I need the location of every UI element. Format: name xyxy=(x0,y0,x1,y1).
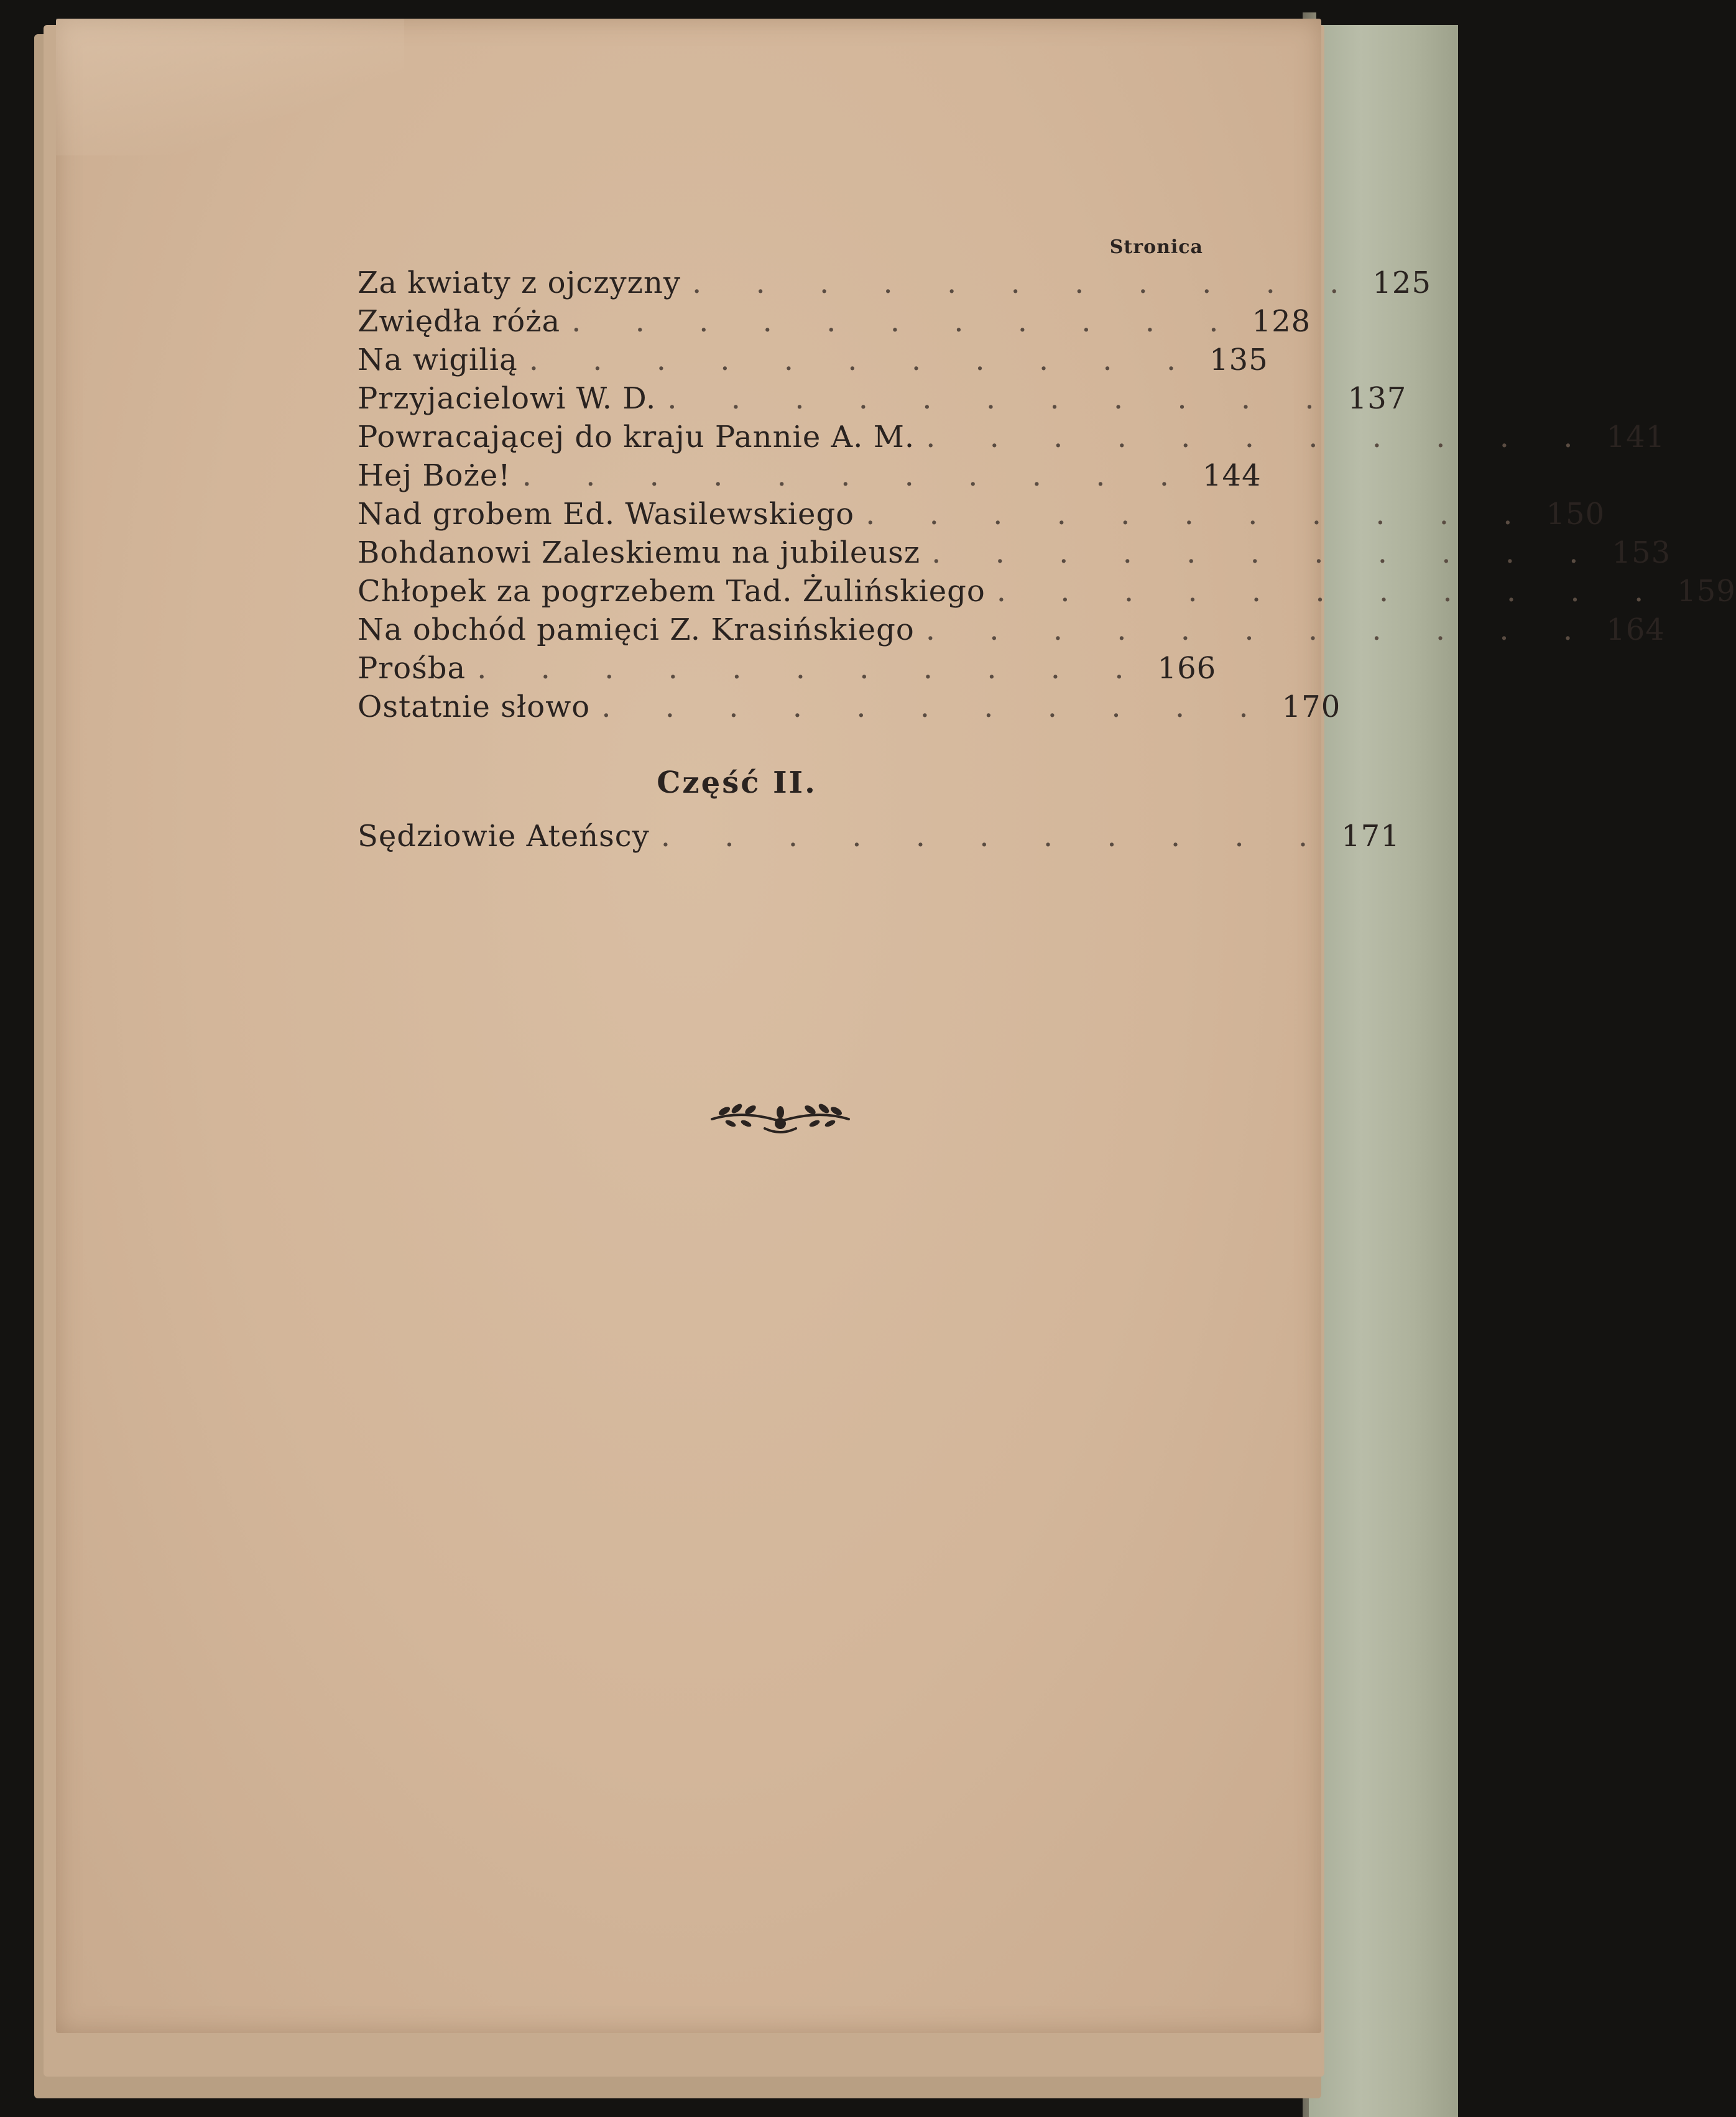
toc-entry xyxy=(358,458,1262,497)
toc-entry xyxy=(358,612,1665,651)
toc-entry xyxy=(358,819,1400,857)
toc-entry xyxy=(358,690,1341,728)
toc-entry xyxy=(358,381,1407,420)
toc-entry-page: 128 xyxy=(1252,304,1311,339)
toc-entry-page: 170 xyxy=(1281,690,1341,724)
toc-entry-page: 153 xyxy=(1612,535,1671,570)
toc-entry-page: 166 xyxy=(1157,651,1217,686)
toc-entry-page: 171 xyxy=(1341,819,1400,854)
toc-entry xyxy=(358,651,1216,690)
toc-entry-page: 125 xyxy=(1372,265,1432,300)
toc-entry-page: 137 xyxy=(1347,381,1407,416)
toc-entry-title: Nad grobem Ed. Wasilewskiego xyxy=(358,497,855,532)
leader-dots: . . . . . . . . . . . xyxy=(931,535,1601,570)
leader-dots: . . . . . . . . . . . xyxy=(667,381,1337,416)
toc-entry-title: Przyjacielowi W. D. xyxy=(358,381,657,416)
book-cover-board xyxy=(1309,25,1458,2117)
toc-entry-page: 159 xyxy=(1677,574,1736,609)
leader-dots: . . . . . . . . . . . xyxy=(691,265,1362,300)
toc-entry-title: Chłopek za pogrzebem Tad. Żulińskiego xyxy=(358,574,986,609)
leader-dots: . . . . . . . . . . . xyxy=(529,343,1199,377)
toc-entry-title: Ostatnie słowo xyxy=(358,690,591,724)
toc-entry-title: Prośba xyxy=(358,651,466,686)
toc-entry xyxy=(358,535,1671,574)
toc-entry xyxy=(358,265,1432,304)
table-of-contents xyxy=(358,236,1736,857)
leader-dots: . . . . . . . . . . . xyxy=(477,651,1147,686)
toc-entry-page: 150 xyxy=(1546,497,1605,532)
toc-entry-page: 135 xyxy=(1209,343,1268,377)
toc-entry-title: Na obchód pamięci Z. Krasińskiego xyxy=(358,612,915,647)
leader-dots: . . . . . . . . . . . xyxy=(926,420,1595,454)
toc-entry-page: 164 xyxy=(1606,612,1665,647)
toc-entry xyxy=(358,304,1311,343)
leader-dots: . . . . . . . . . . . xyxy=(866,497,1535,532)
toc-entry-page: 144 xyxy=(1202,458,1262,493)
leader-dots: . . . . . . . . . . . xyxy=(522,458,1191,493)
leader-dots: . . . . . . . . . . . xyxy=(925,612,1595,647)
leader-dots: . . . . . . . . . . . xyxy=(601,690,1271,724)
toc-entry-page: 141 xyxy=(1606,420,1666,454)
page-column-header: Stronica xyxy=(1109,236,1203,258)
toc-entry-title: Za kwiaty z ojczyzny xyxy=(358,265,681,300)
floral-ornament-icon xyxy=(706,1091,855,1141)
toc-entry xyxy=(358,497,1605,535)
leader-dots: . . . . . . . . . . . xyxy=(571,304,1241,339)
leader-dots: . . . . . . . . . . . xyxy=(660,819,1331,854)
toc-entry xyxy=(358,343,1268,381)
toc-entry xyxy=(358,574,1736,612)
toc-entry-title: Sędziowie Ateńscy xyxy=(358,819,650,854)
toc-entry-title: Bohdanowi Zaleskiemu na jubileusz xyxy=(358,535,921,570)
toc-entry-title: Zwiędła róża xyxy=(358,304,561,339)
leader-dots: . . . . . . . . . . . xyxy=(996,574,1666,609)
toc-entry-title: Powracającej do kraju Pannie A. M. xyxy=(358,420,915,454)
toc-entry xyxy=(358,420,1666,458)
toc-entry-title: Hej Boże! xyxy=(358,458,511,493)
section-heading: Część II. xyxy=(657,765,817,800)
toc-entry-title: Na wigilią xyxy=(358,343,518,377)
